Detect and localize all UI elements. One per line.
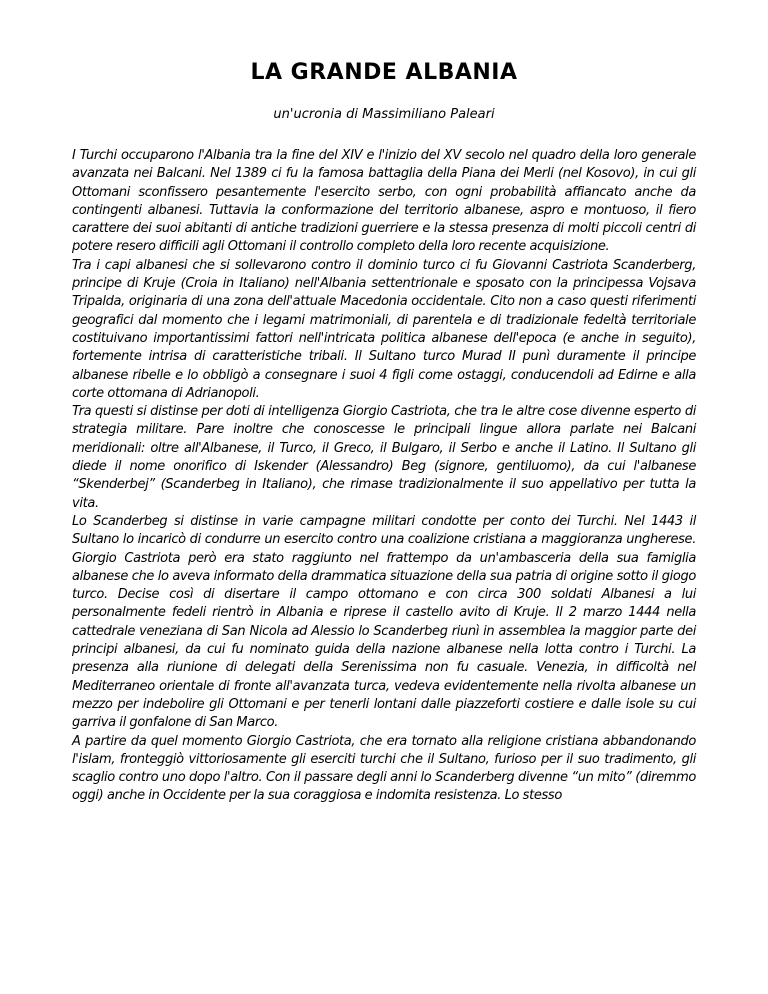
paragraph: Tra i capi albanesi che si sollevarono contro il dominio turco ci fu Giovanni Castriota Scanderberg, principe di Kruje (Croia in Italiano) nell'Albania settentrionale e sposato con la principessa Vojsava Tripalda, originaria di una zona dell'attuale Macedonia occidentale. Cito non a caso questi riferimenti geografici dal momento che i legami matrimoniali, di parentela e di tradizionale fedeltà territoriale costituivano importantissimi fattori nell'intricata politica albanese dell'epoca (e anche in seguito), fortemente intrisa di caratteristiche tribali. Il Sultano turco Murad II punì duramente il principe albanese ribelle e lo obbligò a consegnare i suoi 4 figli come ostaggi, conducendoli ad Edirne e alla corte ottomana di Adrianopoli.	[72, 257, 696, 401]
paragraph: Tra questi si distinse per doti di intelligenza Giorgio Castriota, che tra le altre cose divenne esperto di strategia militare. Pare inoltre che conoscesse le principali lingue allora parlate nei Balcani meridionali: oltre all'Albanese, il Turco, il Greco, il Bulgaro, il Serbo e anche il Latino. Il Sultano gli diede il nome onorifico di Iskender (Alessandro) Beg (signore, gentiluomo), da cui l'albanese “Skenderbej” (Scanderbeg in Italiano), che rimase tradizionalmente il suo appellativo per tutta la vita.	[72, 404, 696, 511]
document-page	[72, 60, 696, 806]
document-title: LA GRANDE ALBANIA	[250, 60, 518, 85]
document-subtitle: un'ucronia di Massimiliano Paleari	[273, 107, 495, 122]
paragraph: I Turchi occuparono l'Albania tra la fine del XIV e l'inizio del XV secolo nel quadro della loro generale avanzata nei Balcani. Nel 1389 ci fu la famosa battaglia della Piana dei Merli (nel Kosovo), in cui gli Ottomani sconfissero pesantemente l'esercito serbo, con ogni probabilità affiancato anche da contingenti albanesi. Tuttavia la conformazione del territorio albanese, aspro e montuoso, il fiero carattere dei suoi abitanti di antiche tradizioni guerriere e la stessa presenza di molti piccoli centri di potere resero difficili agli Ottomani il controllo completo della loro recente acquisizione.	[72, 148, 696, 255]
paragraph: A partire da quel momento Giorgio Castriota, che era tornato alla religione cristiana abbandonando l'islam, fronteggiò vittoriosamente gli eserciti turchi che il Sultano, furioso per il suo tradimento, gli scaglio contro uno dopo l'altro. Con il passare degli anni lo Scanderberg divenne “un mito” (diremmo oggi) anche in Occidente per la sua coraggiosa e indomita resistenza. Lo stesso	[72, 733, 696, 804]
document-body	[72, 147, 696, 806]
paragraph: Lo Scanderbeg si distinse in varie campagne militari condotte per conto dei Turchi. Nel 1443 il Sultano lo incaricò di condurre un esercito contro una coalizione cristiana a maggioranza ungherese. Giorgio Castriota però era stato raggiunto nel frattempo da un'ambasceria della sua famiglia albanese che lo aveva informato della drammatica situazione della sua patria di origine sotto il giogo turco. Decise così di disertare il campo ottomano e con circa 300 soldati Albanesi a lui personalmente fedeli rientrò in Albania e riprese il castello avito di Kruje. Il 2 marzo 1444 nella cattedrale veneziana di San Nicola ad Alessio lo Scanderbeg riunì in assemblea la maggior parte dei principi albanesi, da cui fu nominato guida della nazione albanese nella lotta contro i Turchi. La presenza alla riunione di delegati della Serenissima non fu casuale. Venezia, in difficoltà nel Mediterraneo orientale di fronte all'avanzata turca, vedeva evidentemente nella rivolta albanese un mezzo per indebolire gli Ottomani e per tenerli lontani dalle piazzeforti costiere e dalle isole su cui garriva il gonfalone di San Marco.	[72, 513, 696, 731]
